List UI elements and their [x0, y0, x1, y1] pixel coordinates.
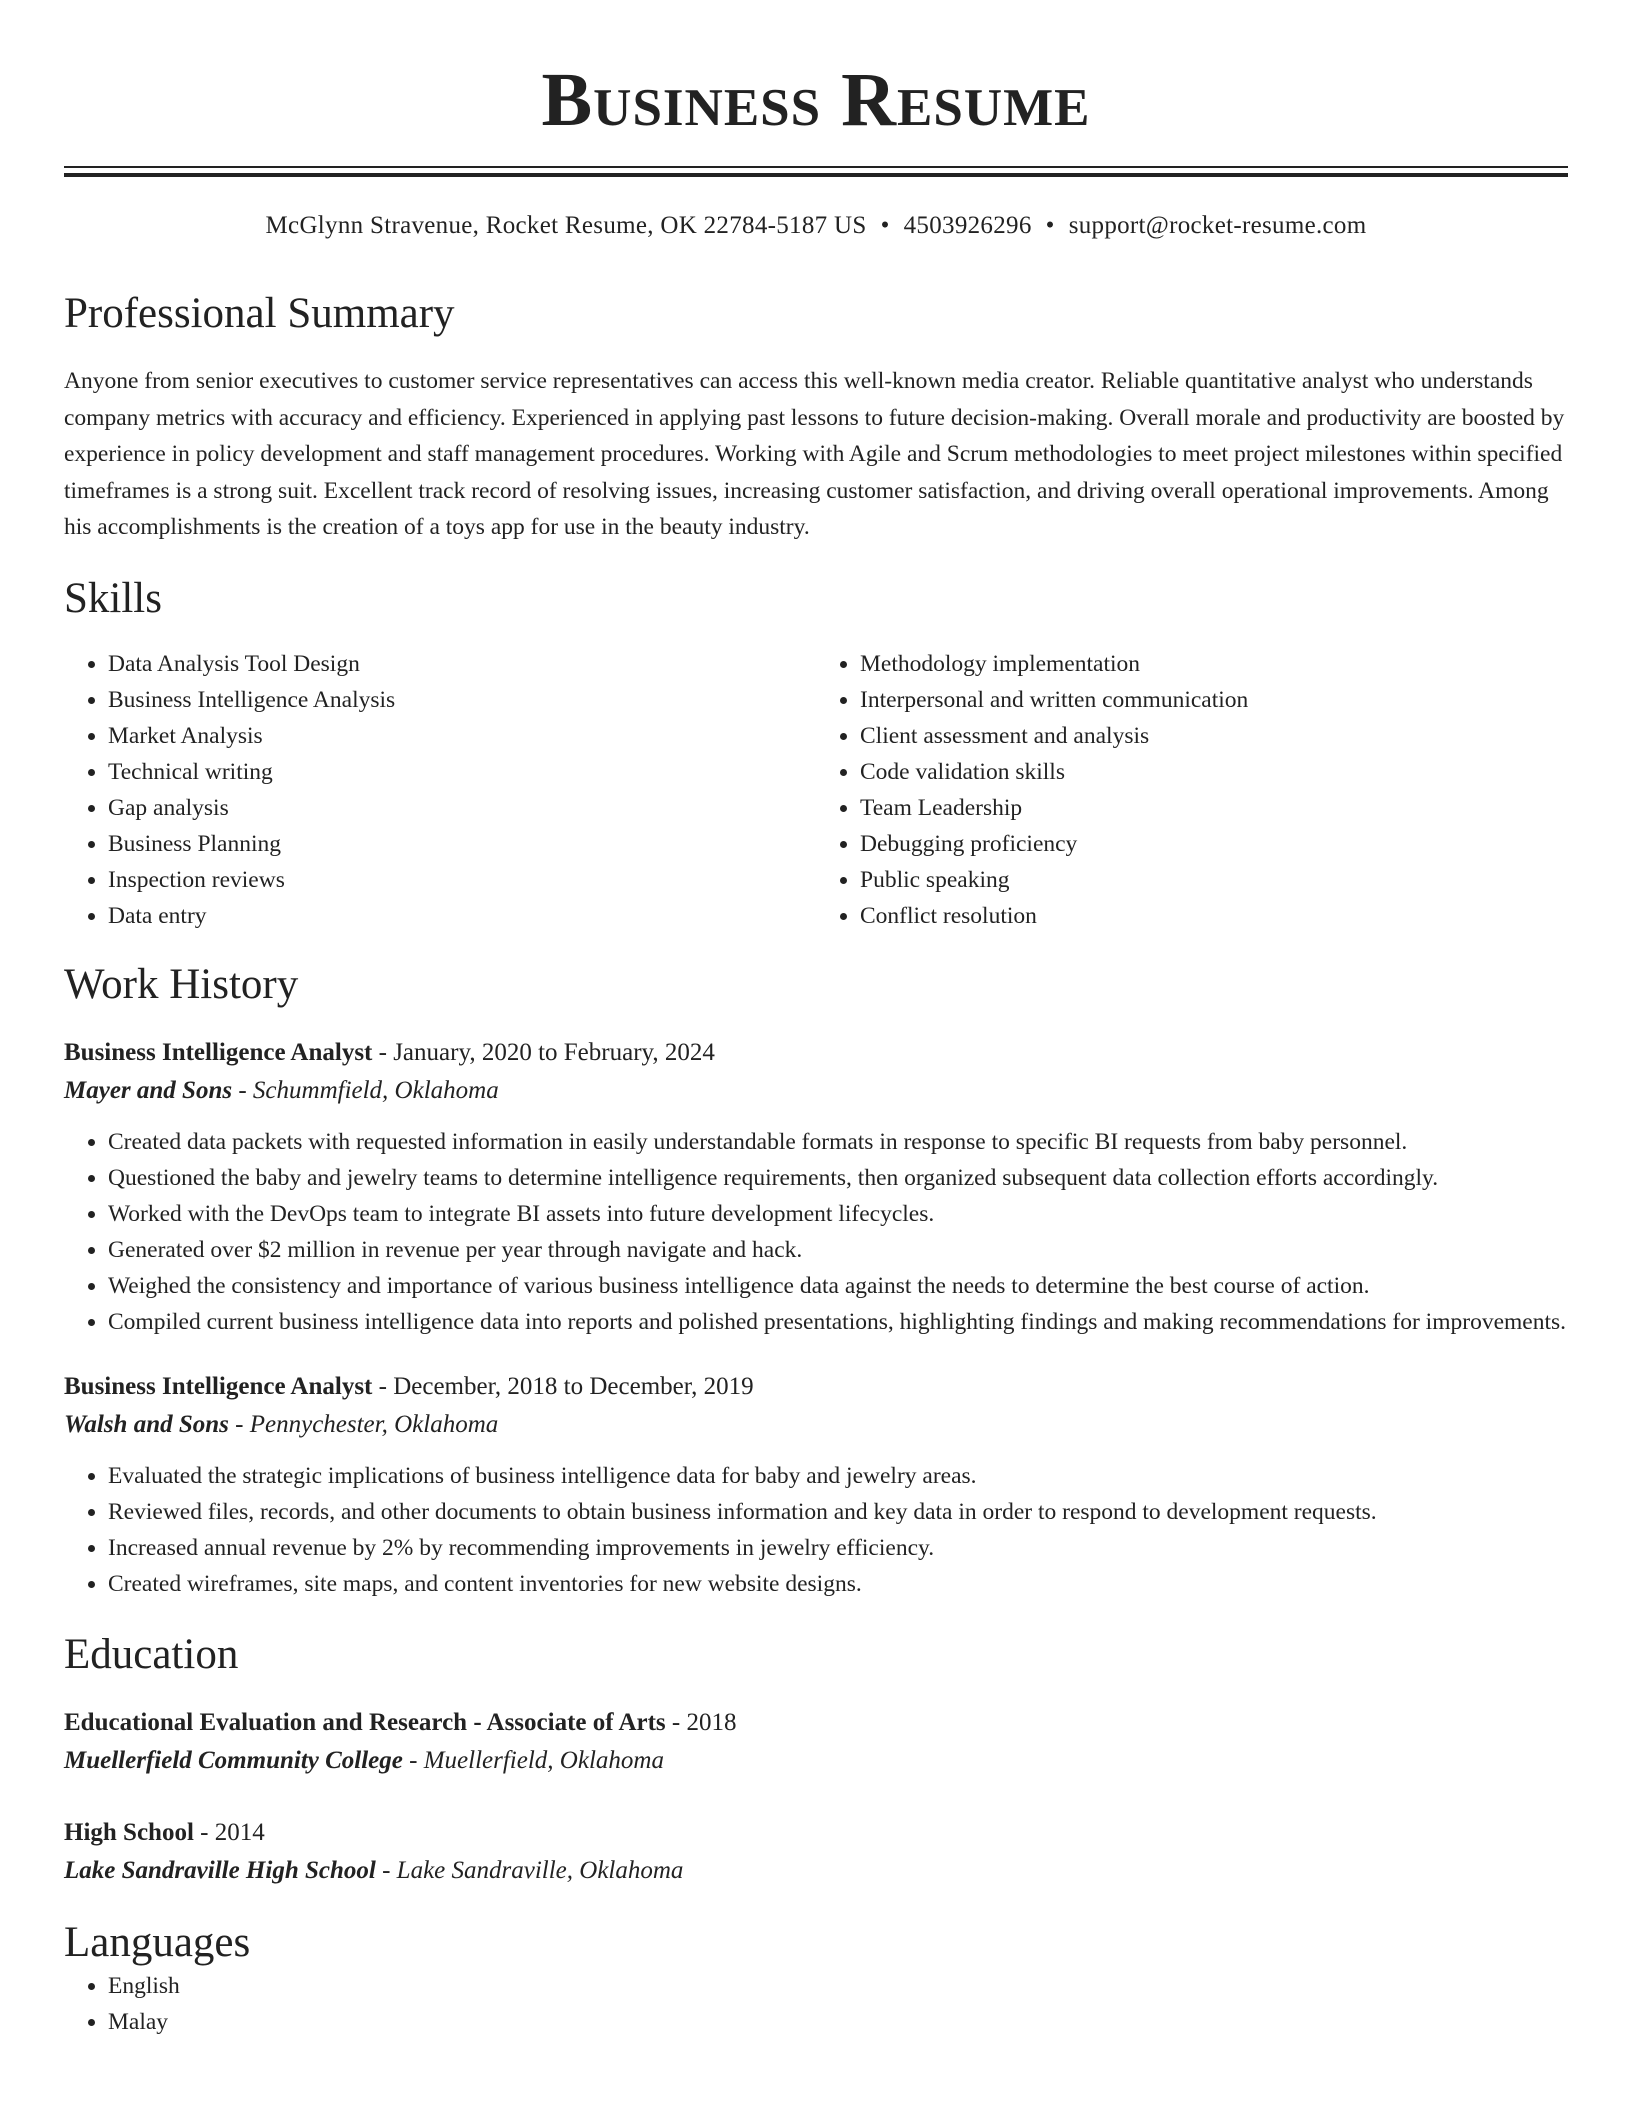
skill-item: • Code validation skills	[860, 754, 1568, 790]
job-bullets	[64, 1458, 1568, 1602]
skill-item: • Data Analysis Tool Design	[108, 646, 816, 682]
skill-item: • Business Planning	[108, 826, 816, 862]
degree: High School	[64, 1818, 194, 1846]
school-name: Muellerfield Community College	[64, 1746, 403, 1774]
language-item: • Malay	[108, 2004, 1568, 2040]
job-bullet: • Generated over $2 million in revenue per year through navigate and hack.	[108, 1232, 1568, 1268]
skill-item: • Conflict resolution	[860, 898, 1568, 934]
school-location: - Lake Sandraville, Oklahoma	[375, 1856, 684, 1884]
job-title-line	[64, 1034, 1568, 1072]
skill-item: • Methodology implementation	[860, 646, 1568, 682]
skill-item: • Business Intelligence Analysis	[108, 682, 816, 718]
languages-list	[64, 1968, 1568, 2040]
job-dates: - December, 2018 to December, 2019	[372, 1372, 754, 1400]
languages-heading: Languages	[64, 1918, 251, 1966]
job-bullet: • Created wireframes, site maps, and content inventories for new website designs.	[108, 1566, 1568, 1602]
job-bullet: • Compiled current business intelligence data into reports and polished presentations, highlighting findings and making recommendations for improvements.	[108, 1304, 1568, 1340]
contact-address: McGlynn Stravenue, Rocket Resume, OK 22784-5187 US	[265, 212, 867, 239]
job-location: - Schummfield, Oklahoma	[232, 1076, 499, 1104]
education-heading: Education	[64, 1630, 239, 1678]
skills-list-right	[816, 646, 1568, 934]
skill-item: • Debugging proficiency	[860, 826, 1568, 862]
job-title-line	[64, 1368, 1568, 1406]
title-rule-bottom	[64, 173, 1568, 177]
skill-item: • Data entry	[108, 898, 816, 934]
contact-separator: •	[1045, 212, 1055, 239]
graduation-year: - 2018	[665, 1708, 737, 1736]
job-company-line	[64, 1406, 1568, 1444]
job-bullet: • Questioned the baby and jewelry teams to determine intelligence requirements, then organized subsequent data collection efforts accordingly.	[108, 1160, 1568, 1196]
education-entry	[64, 1704, 1568, 1780]
skill-item: • Inspection reviews	[108, 862, 816, 898]
job-bullet: • Created data packets with requested information in easily understandable formats in response to specific BI requests from baby personnel.	[108, 1124, 1568, 1160]
skill-item: • Market Analysis	[108, 718, 816, 754]
skill-item: • Team Leadership	[860, 790, 1568, 826]
job-dates: - January, 2020 to February, 2024	[372, 1038, 715, 1066]
title-rule-top	[64, 166, 1568, 168]
degree: Educational Evaluation and Research - Associate of Arts	[64, 1708, 666, 1736]
job-bullets	[64, 1124, 1568, 1340]
school-location: - Muellerfield, Oklahoma	[402, 1746, 664, 1774]
resume-title: Business Resume	[541, 58, 1091, 142]
school-name: Lake Sandraville High School	[64, 1856, 376, 1884]
job-title: Business Intelligence Analyst	[64, 1038, 373, 1066]
skill-item: • Public speaking	[860, 862, 1568, 898]
job-bullet: • Increased annual revenue by 2% by recommending improvements in jewelry efficiency.	[108, 1530, 1568, 1566]
language-item: • English	[108, 1968, 1568, 2004]
contact-email: support@rocket-resume.com	[1068, 212, 1367, 239]
job-entry	[64, 1368, 1568, 1602]
skills-list-left	[64, 646, 816, 934]
job-bullet: • Worked with the DevOps team to integrate BI assets into future development lifecycles.	[108, 1196, 1568, 1232]
skill-item: • Technical writing	[108, 754, 816, 790]
school-line	[64, 1742, 1568, 1780]
summary-heading: Professional Summary	[64, 290, 455, 337]
job-company-line	[64, 1072, 1568, 1110]
job-bullet: • Evaluated the strategic implications of business intelligence data for baby and jewelry areas.	[108, 1458, 1568, 1494]
education-entry	[64, 1814, 1568, 1890]
job-bullet: • Weighed the consistency and importance of various business intelligence data against the needs to determine the best course of action.	[108, 1268, 1568, 1304]
job-bullet: • Reviewed files, records, and other documents to obtain business information and key data in order to respond to development requests.	[108, 1494, 1568, 1530]
job-company: Mayer and Sons	[64, 1076, 233, 1104]
skill-item: • Gap analysis	[108, 790, 816, 826]
skill-item: • Client assessment and analysis	[860, 718, 1568, 754]
graduation-year: - 2014	[193, 1818, 265, 1846]
summary-text: Anyone from senior executives to customer service representatives can access this well-known media creator. Reliable quantitative analyst who understands company metrics with accuracy and efficiency. Experienced in applying past lessons to future decision-making. Overall morale and productivity are boosted by experience in policy development and staff management procedures. Working with Agile and Scrum methodologies to meet project milestones within specified timeframes is a strong suit. Excellent track record of resolving issues, increasing customer satisfaction, and driving overall operational improvements. Among his accomplishments is the creation of a toys app for use in the beauty industry.	[64, 368, 1565, 540]
school-line	[64, 1852, 1568, 1890]
contact-phone: 4503926296	[903, 212, 1032, 239]
job-title: Business Intelligence Analyst	[64, 1372, 373, 1400]
job-location: - Pennychester, Oklahoma	[228, 1410, 499, 1438]
job-company: Walsh and Sons	[64, 1410, 229, 1438]
degree-line	[64, 1814, 1568, 1852]
contact-separator: •	[880, 212, 890, 239]
skills-heading: Skills	[64, 574, 162, 622]
work-history-heading: Work History	[64, 960, 299, 1008]
skill-item: • Interpersonal and written communication	[860, 682, 1568, 718]
contact-line	[64, 211, 1568, 241]
job-entry	[64, 1034, 1568, 1340]
degree-line	[64, 1704, 1568, 1742]
skills-columns	[64, 646, 1568, 934]
